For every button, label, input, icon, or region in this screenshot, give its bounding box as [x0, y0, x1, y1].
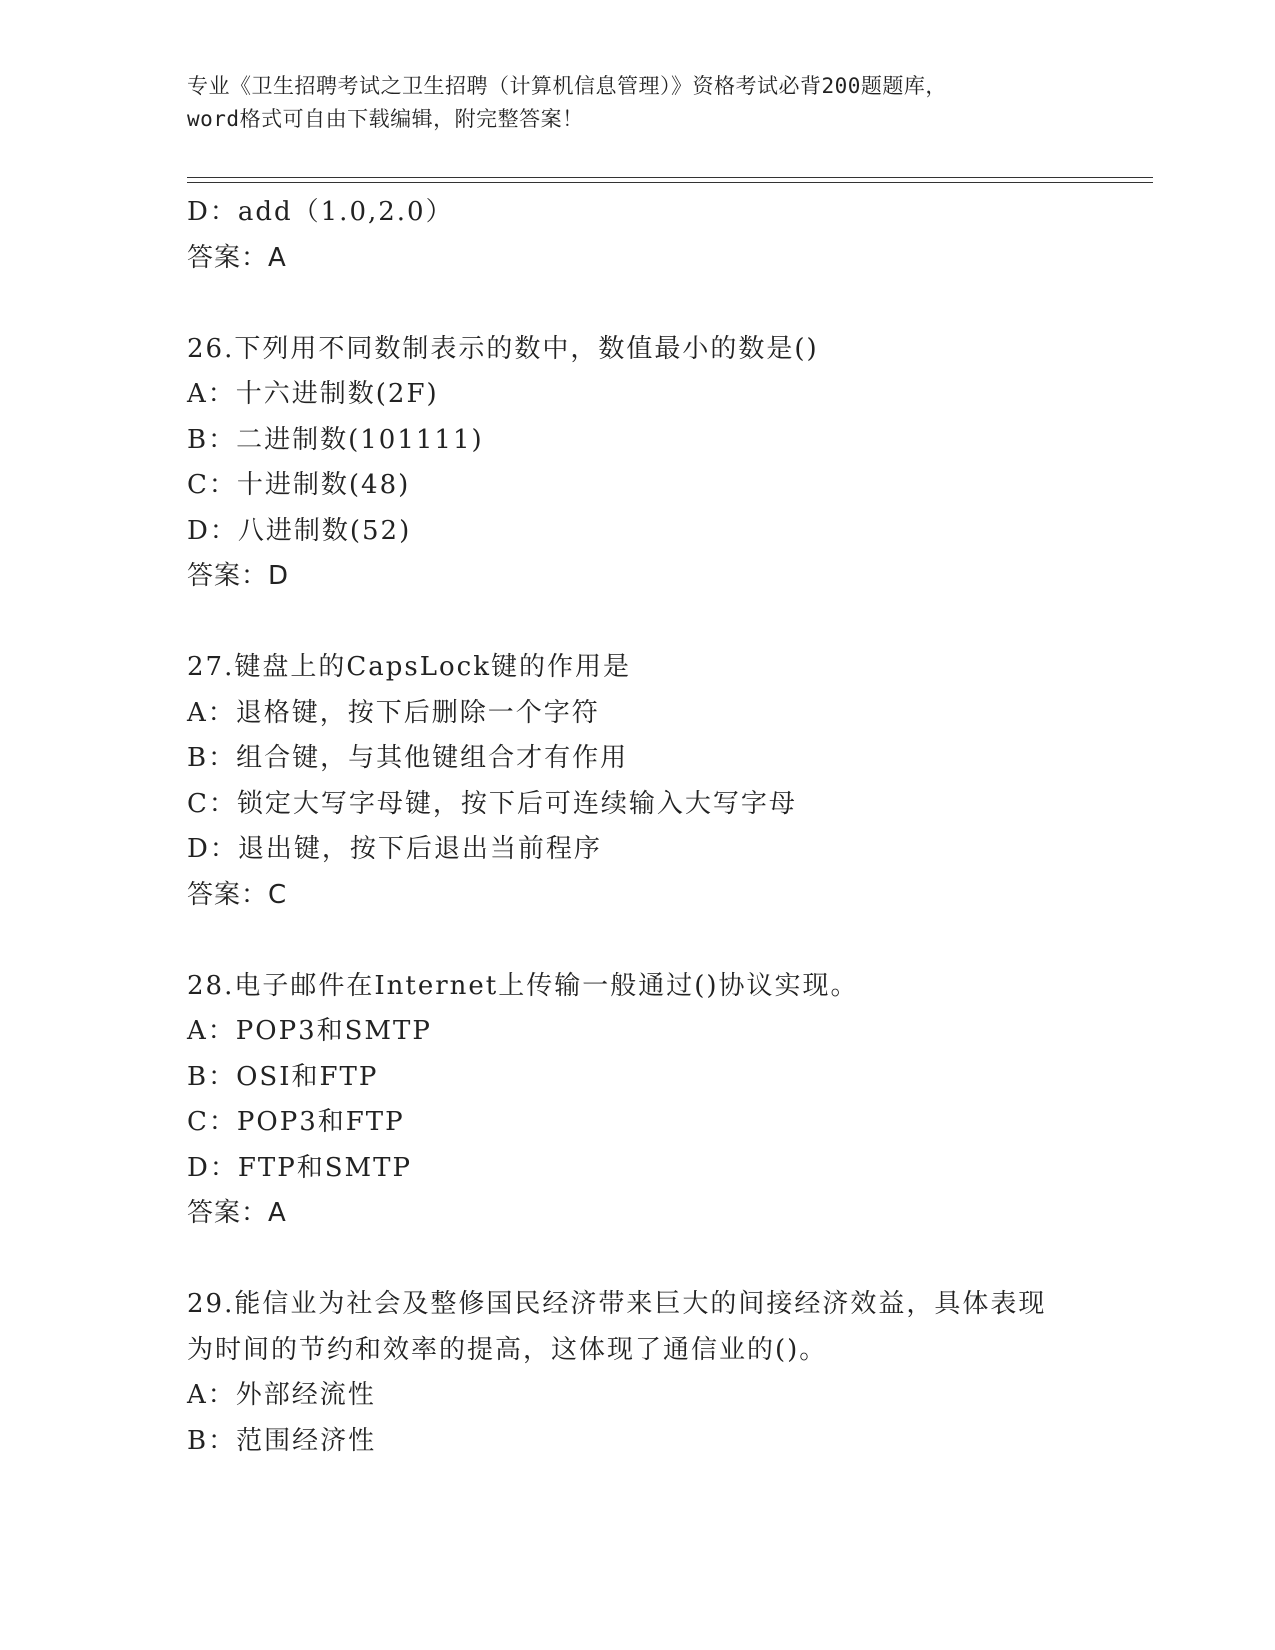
option-a: A：外部经流性 — [187, 1380, 376, 1410]
option-c: C：锁定大写字母键，按下后可连续输入大写字母 — [187, 788, 797, 819]
question-list — [187, 190, 1087, 1464]
question-stem: 27.键盘上的CapsLock键的作用是 — [187, 652, 631, 682]
spacer — [187, 918, 1087, 964]
option-b: B：组合键，与其他键组合才有作用 — [187, 743, 629, 773]
answer: 答案：A — [187, 242, 287, 273]
spacer — [187, 281, 1087, 327]
option-d: D：退出键，按下后退出当前程序 — [187, 834, 602, 864]
option-d: D：FTP和SMTP — [187, 1152, 412, 1183]
header-line-2: word格式可自由下载编辑，附完整答案！ — [187, 107, 584, 131]
option-d: D：八进制数(52) — [187, 515, 412, 546]
answer: 答案：D — [187, 561, 290, 591]
question-stem: 28.电子邮件在Internet上传输一般通过()协议实现。 — [187, 970, 859, 1001]
spacer — [187, 1237, 1087, 1283]
option-c: C：POP3和FTP — [187, 1107, 405, 1137]
option-c: C：十进制数(48) — [187, 470, 411, 500]
question-stem-line-2: 为时间的节约和效率的提高，这体现了通信业的()。 — [187, 1334, 828, 1365]
document-header — [187, 70, 1087, 136]
option-a: A：退格键，按下后删除一个字符 — [187, 697, 600, 728]
answer: 答案：C — [187, 879, 288, 910]
answer: 答案：A — [187, 1198, 287, 1228]
option-a: A：十六进制数(2F) — [187, 379, 439, 409]
spacer — [187, 600, 1087, 646]
option-d: D：add（1.0,2.0） — [187, 197, 454, 227]
header-divider-bottom — [187, 182, 1153, 183]
header-line-1: 专业《卫生招聘考试之卫生招聘（计算机信息管理）》资格考试必背200题题库， — [187, 74, 947, 98]
header-divider-top — [187, 177, 1153, 178]
option-b: B：范围经济性 — [187, 1425, 377, 1456]
option-b: B：OSI和FTP — [187, 1061, 379, 1092]
option-a: A：POP3和SMTP — [187, 1016, 432, 1046]
option-b: B：二进制数(101111) — [187, 424, 484, 455]
question-stem: 26.下列用不同数制表示的数中，数值最小的数是() — [187, 333, 819, 364]
question-stem-line-1: 29.能信业为社会及整修国民经济带来巨大的间接经济效益，具体表现 — [187, 1289, 1047, 1319]
